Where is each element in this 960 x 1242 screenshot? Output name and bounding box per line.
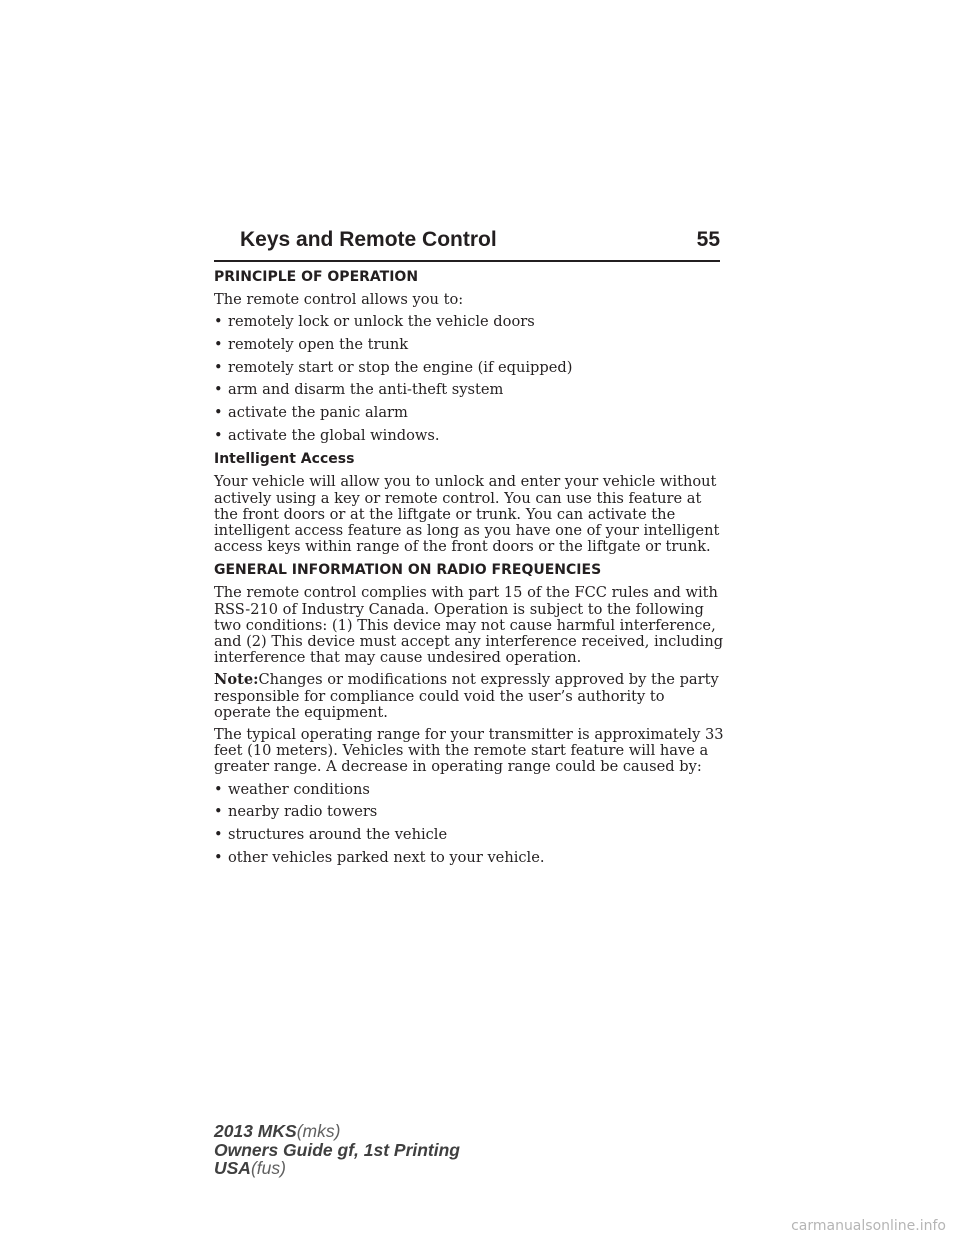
bullet-icon: •	[214, 780, 223, 798]
list-item: • remotely open the trunk	[214, 335, 409, 353]
list-item: • arm and disarm the anti-theft system	[214, 381, 504, 399]
radio-bullet-list	[214, 782, 724, 866]
footer-guide: Owners Guide gf, 1st Printing	[214, 1139, 460, 1160]
print-footer	[214, 1122, 460, 1178]
bullet-icon: •	[214, 848, 223, 866]
note-paragraph	[214, 672, 724, 721]
heading-intelligent-access: Intelligent Access	[214, 451, 355, 468]
note-label: Note:	[214, 671, 259, 689]
watermark: carmanualsonline.info	[791, 1218, 946, 1234]
page-content	[214, 268, 724, 872]
list-item: • activate the panic alarm	[214, 404, 408, 422]
radio-body-2: The typical operating range for your transmitter is approximately 33 feet (10 meters). Vehicles with the remote start feature will have a greater range. A decrease in operating range could be caused by:	[214, 726, 724, 776]
radio-body-1: The remote control complies with part 15 of the FCC rules and with RSS-210 of Industry Canada. Operation is subject to the following two conditions: (1) This device may not cause harmful interference, and (2) This device must accept any interference received, including interference that may cause undesired operation.	[214, 584, 724, 667]
list-item: • other vehicles parked next to your vehicle.	[214, 848, 545, 866]
heading-radio-frequencies: GENERAL INFORMATION ON RADIO FREQUENCIES	[214, 562, 602, 579]
list-item: • nearby radio towers	[214, 803, 378, 821]
principle-intro: The remote control allows you to:	[214, 291, 464, 308]
bullet-icon: •	[214, 313, 223, 331]
bullet-icon: •	[214, 826, 223, 844]
bullet-icon: •	[214, 803, 223, 821]
footer-model-code: (mks)	[296, 1121, 341, 1141]
footer-market-code: (fus)	[250, 1158, 286, 1178]
page-header	[214, 228, 720, 262]
list-item: • remotely start or stop the engine (if equipped)	[214, 358, 573, 376]
heading-principle: PRINCIPLE OF OPERATION	[214, 269, 419, 285]
section-title: Keys and Remote Control	[240, 228, 497, 251]
bullet-icon: •	[214, 381, 223, 399]
footer-market: USA	[214, 1158, 251, 1178]
note-text: Changes or modifications not expressly approved by the party responsible for compliance could void the user’s authority to operate the equipment.	[214, 671, 719, 721]
footer-model: 2013 MKS	[214, 1121, 297, 1141]
list-item: • structures around the vehicle	[214, 826, 448, 844]
bullet-icon: •	[214, 404, 223, 422]
intelligent-access-body: Your vehicle will allow you to unlock and enter your vehicle without actively using a key or remote control. You can use this feature at the front doors or at the liftgate or trunk. You can activate the intelligent access feature as long as you have one of your intelligent access keys within range of the front doors or the liftgate or trunk.	[214, 473, 720, 556]
bullet-icon: •	[214, 358, 223, 376]
list-item: • weather conditions	[214, 780, 370, 798]
principle-bullet-list	[214, 314, 724, 444]
bullet-icon: •	[214, 335, 223, 353]
bullet-icon: •	[214, 426, 223, 444]
list-item: • activate the global windows.	[214, 426, 440, 444]
page-number: 55	[696, 228, 720, 251]
list-item: • remotely lock or unlock the vehicle doors	[214, 313, 535, 331]
